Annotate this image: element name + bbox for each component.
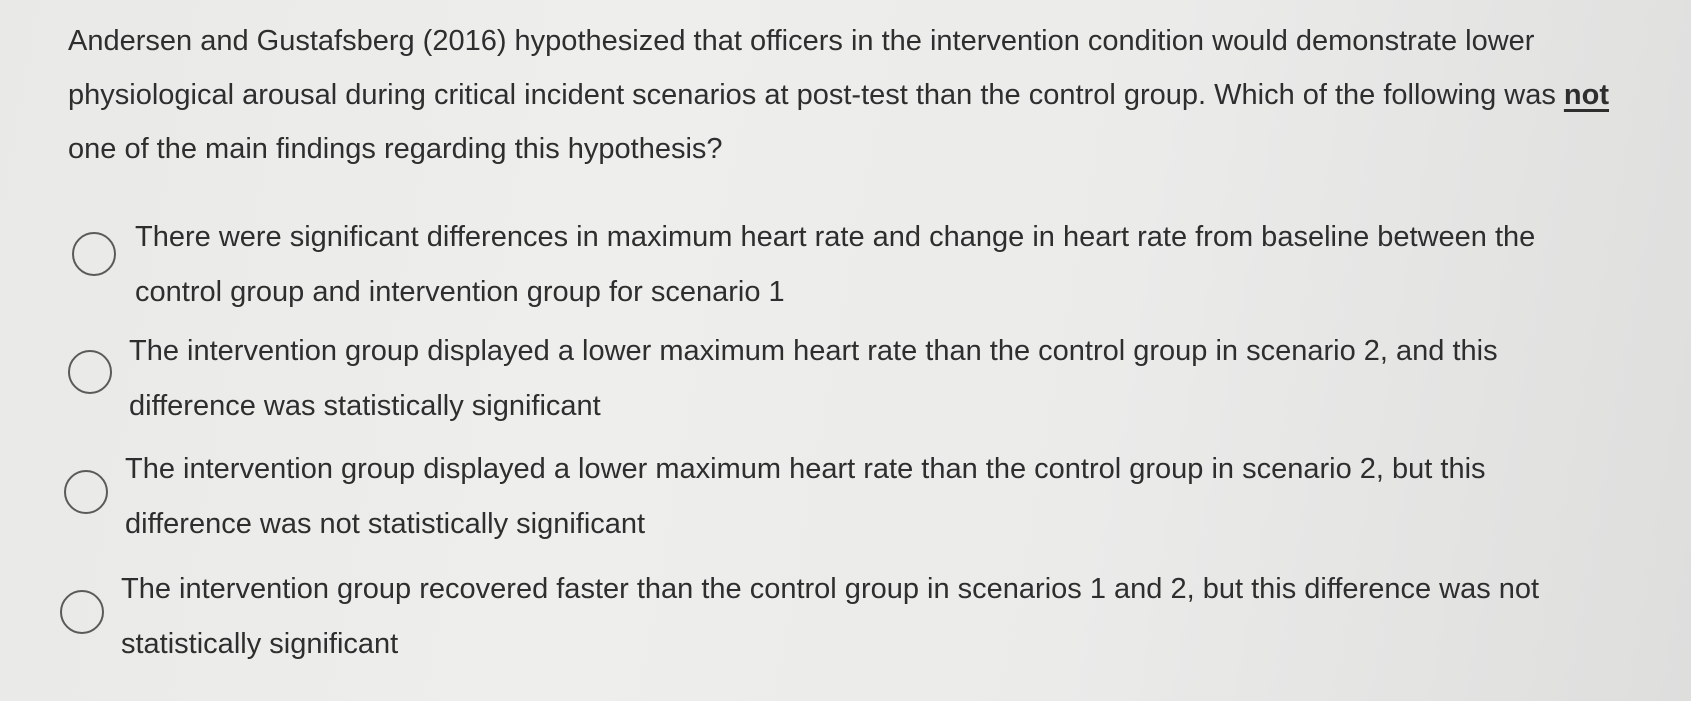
answer-option-label-2[interactable]: The intervention group displayed a lower maximum heart rate than the control group in scenario 2, and this difference was statistically significant <box>129 335 1498 422</box>
answer-option-label-3[interactable]: The intervention group displayed a lower maximum heart rate than the control group in scenario 2, but this difference was not statistically significant <box>125 453 1486 540</box>
radio-button-2[interactable] <box>68 350 112 394</box>
radio-button-1[interactable] <box>72 232 116 276</box>
question-text-after: one of the main findings regarding this hypothesis? <box>68 133 723 165</box>
question-emphasis: not <box>1563 79 1609 111</box>
question-text-before: Andersen and Gustafsberg (2016) hypothesized that officers in the intervention condition would demonstrate lower physiological arousal during critical incident scenarios at post-test than the control group. Which of the following was <box>68 25 1564 111</box>
answer-option-label-4[interactable]: The intervention group recovered faster than the control group in scenarios 1 and 2, but this difference was not statistically significant <box>121 573 1540 660</box>
answer-option-label-1[interactable]: There were significant differences in maximum heart rate and change in heart rate from baseline between the control group and intervention group for scenario 1 <box>135 221 1536 308</box>
radio-button-4[interactable] <box>60 590 104 634</box>
radio-button-3[interactable] <box>64 470 108 514</box>
question-text <box>68 14 1648 176</box>
